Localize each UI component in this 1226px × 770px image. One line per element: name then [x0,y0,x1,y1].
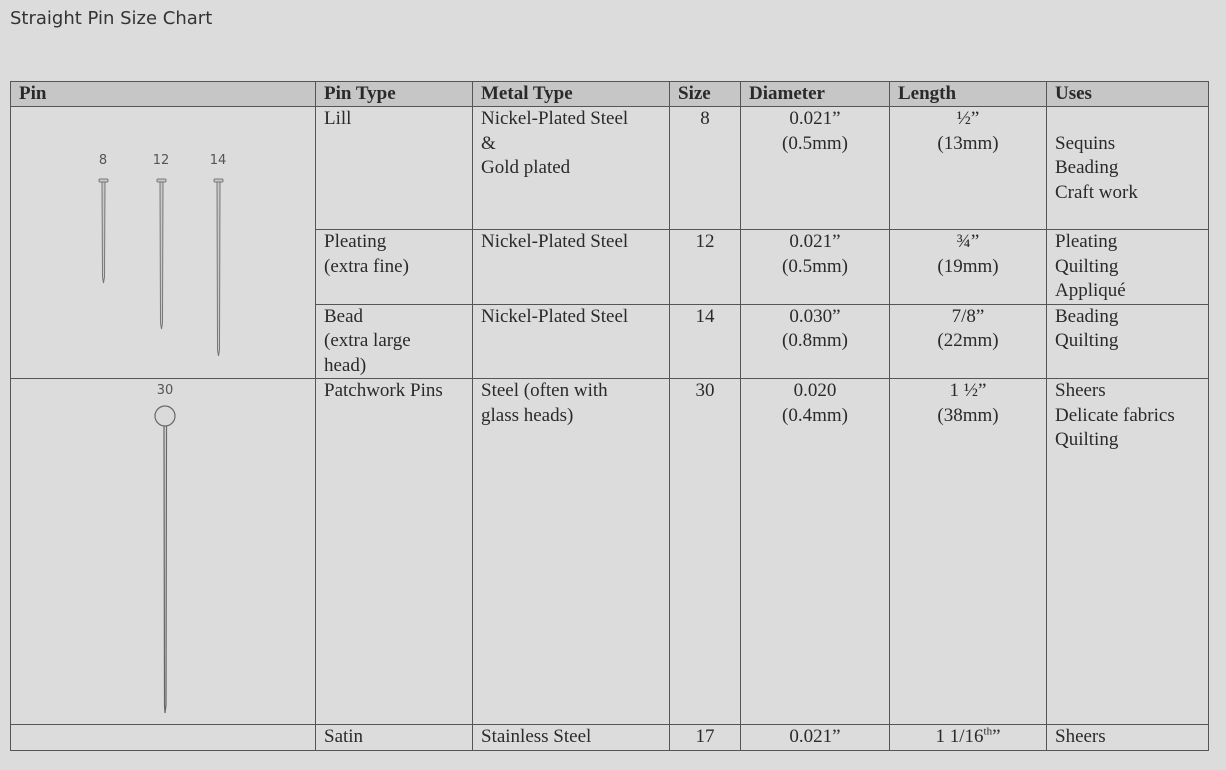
pin-label-14: 14 [209,153,227,168]
cell-length: 1 ½” (38mm) [890,379,1047,725]
cell-size: 8 [670,107,741,230]
cell-diameter: 0.021” (0.5mm) [741,230,890,305]
cell-pin-type: Pleating (extra fine) [316,230,473,305]
header-metal-type: Metal Type [473,82,670,107]
cell-uses: Pleating Quilting Appliqué [1047,230,1209,305]
table-row [11,725,1209,751]
header-pin-type: Pin Type [316,82,473,107]
header-pin: Pin [11,82,316,107]
pin-label-30: 30 [156,383,174,398]
cell-uses: Beading Quilting [1047,304,1209,379]
patchwork-pin-drawing [11,379,316,725]
cell-diameter: 0.030” (0.8mm) [741,304,890,379]
table-row [11,379,1209,725]
length-superscript: th [983,725,993,738]
cell-metal-type: Nickel-Plated Steel & Gold plated [473,107,670,230]
cell-size: 30 [670,379,741,725]
cell-uses: Sheers [1047,725,1209,751]
table-row [11,107,1209,230]
cell-diameter: 0.021” (0.5mm) [741,107,890,230]
cell-metal-type: Stainless Steel [473,725,670,751]
header-diameter: Diameter [741,82,890,107]
cell-size: 14 [670,304,741,379]
cell-length: ½” (13mm) [890,107,1047,230]
small-pins-drawing [11,107,316,377]
cell-length [890,725,1047,751]
cell-diameter: 0.021” [741,725,890,751]
header-size: Size [670,82,741,107]
cell-pin-empty [11,725,316,751]
header-uses: Uses [1047,82,1209,107]
length-value: 1 1/16 [935,726,984,747]
pin-label-12: 12 [152,153,170,168]
cell-length: 7/8” (22mm) [890,304,1047,379]
cell-uses: Sequins Beading Craft work [1047,107,1209,230]
document-title: Straight Pin Size Chart [10,8,213,29]
cell-metal-type: Steel (often with glass heads) [473,379,670,725]
header-length: Length [890,82,1047,107]
pin-14-icon [214,179,223,356]
header-row [11,82,1209,107]
pin-label-8: 8 [98,153,108,168]
pin-size-table [10,81,1209,751]
pin-12-icon [157,179,166,329]
cell-size: 17 [670,725,741,751]
cell-size: 12 [670,230,741,305]
cell-metal-type: Nickel-Plated Steel [473,304,670,379]
cell-pin-type: Patchwork Pins [316,379,473,725]
pin-8-icon [99,179,108,283]
cell-uses: Sheers Delicate fabrics Quilting [1047,379,1209,725]
pin-illustration-patchwork [11,379,316,725]
pin-30-icon [155,406,175,713]
pin-illustration-small [11,107,316,379]
cell-length: ¾” (19mm) [890,230,1047,305]
cell-pin-type: Satin [316,725,473,751]
cell-pin-type: Lill [316,107,473,230]
cell-pin-type: Bead (extra large head) [316,304,473,379]
length-inch-mark: ” [992,726,1001,747]
cell-diameter: 0.020 (0.4mm) [741,379,890,725]
cell-metal-type: Nickel-Plated Steel [473,230,670,305]
